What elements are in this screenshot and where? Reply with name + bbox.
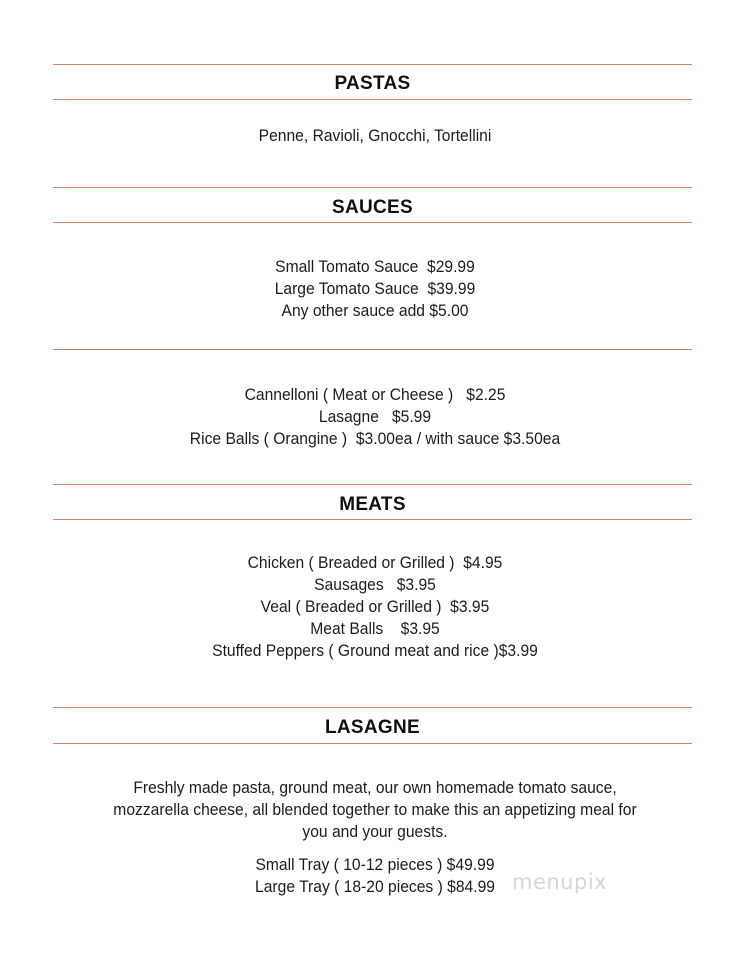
section-title-lasagne: LASAGNE: [325, 717, 420, 738]
menu-line: Lasagne $5.99: [318, 407, 432, 426]
menu-line: Sausages $3.95: [314, 575, 436, 594]
sauces-list: [30, 256, 720, 322]
menu-line: Cannelloni ( Meat or Cheese ) $2.25: [244, 385, 506, 404]
divider: [53, 187, 692, 188]
menu-line: Large Tomato Sauce $39.99: [274, 279, 476, 298]
divider: [53, 519, 692, 520]
divider: [53, 484, 692, 485]
watermark-logo: menupix: [512, 870, 608, 894]
divider: [53, 222, 692, 223]
section-title-meats: MEATS: [339, 494, 406, 515]
divider: [53, 99, 692, 100]
section-title-pastas: PASTAS: [334, 73, 411, 94]
lasagne-trays: [30, 854, 720, 898]
description-line: Freshly made pasta, ground meat, our own homemade tomato sauce,: [133, 778, 617, 797]
divider: [53, 743, 692, 744]
menu-line: Meat Balls $3.95: [310, 619, 440, 638]
menu-line: Rice Balls ( Orangine ) $3.00ea / with sauce $3.50ea: [189, 429, 561, 448]
menu-line: Large Tray ( 18-20 pieces ) $84.99: [255, 877, 495, 896]
section-title-sauces: SAUCES: [332, 197, 413, 218]
divider: [53, 64, 692, 65]
menu-line: Any other sauce add $5.00: [281, 301, 469, 320]
menu-line: Small Tray ( 10-12 pieces ) $49.99: [255, 855, 495, 874]
divider: [53, 349, 692, 350]
menu-line: Stuffed Peppers ( Ground meat and rice )$3.99: [212, 641, 538, 660]
pastas-list: [30, 125, 720, 147]
menu-line: Chicken ( Breaded or Grilled ) $4.95: [247, 553, 503, 572]
lasagne-description: [30, 777, 720, 843]
misc-list: [30, 384, 720, 450]
menu-line: Penne, Ravioli, Gnocchi, Tortellini: [258, 126, 492, 145]
menu-line: Small Tomato Sauce $29.99: [275, 257, 475, 276]
divider: [53, 707, 692, 708]
description-line: you and your guests.: [302, 822, 448, 841]
description-line: mozzarella cheese, all blended together to make this an appetizing meal for: [113, 800, 637, 819]
menu-line: Veal ( Breaded or Grilled ) $3.95: [260, 597, 490, 616]
meats-list: [30, 552, 720, 662]
